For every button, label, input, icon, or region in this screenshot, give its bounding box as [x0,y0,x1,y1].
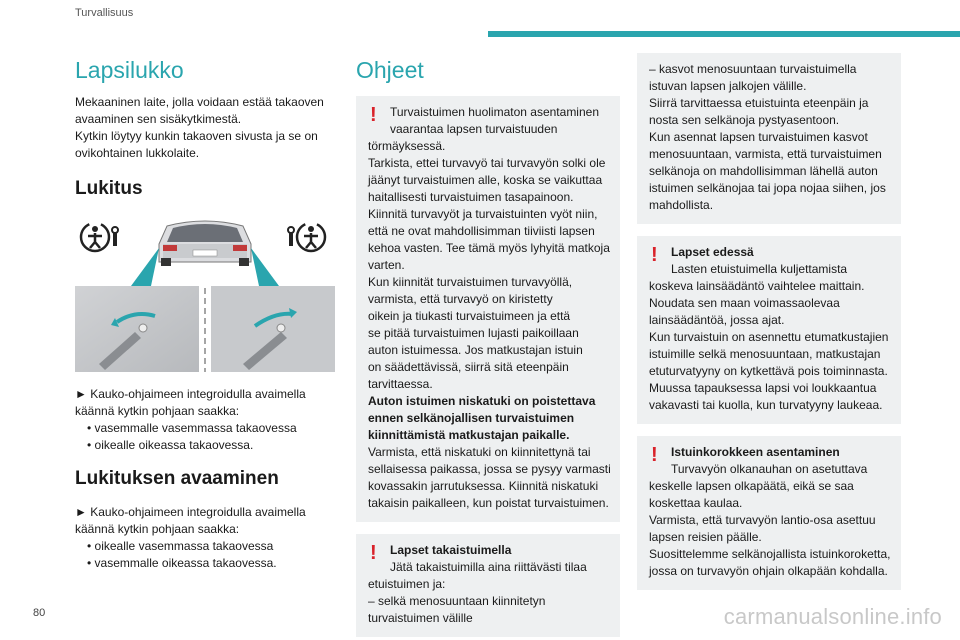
box-line: istuvan lapsen jalkojen välille. [649,79,807,93]
warning-icon: ! [651,244,658,266]
header-section-title: Turvallisuus [75,7,134,19]
warning-line: että ne ovat mahdollisimman tiiviisti lapsen [368,224,595,238]
warning-line: Varmista, että turvavyön lantio-osa asettuu [649,513,876,527]
intro-line: ovikohtainen lukkolaite. [75,146,200,160]
warning-box-installation [356,96,620,522]
warning-icon: ! [370,542,377,564]
warning-line: kovassakin jarrutuksessa. Kiinnitä niskatuki [368,479,599,493]
instruction-line: ► Kauko-ohjaimeen integroidulla avaimella [75,387,306,401]
warning-line: Jätä takaistuimilla aina riittävästi tilaa [390,560,587,574]
warning-line: sellaisessa paikassa, jossa se pysyy varmasti [368,462,611,476]
intro-text [75,94,335,162]
child-lock-illustration [75,214,335,374]
warning-line: istuimille selkä menosuuntaan, matkustajan [649,347,881,361]
intro-line: Mekaaninen laite, jolla voidaan estää takaoven [75,95,324,109]
list-item: • oikealle oikeassa takaovessa. [87,438,254,452]
warning-line: Turvaistuimen huolimaton asentaminen [390,105,599,119]
warning-line: vakavasti tai kuolla, kun turvatyyny laukeaa. [649,398,883,412]
page-title: Lapsilukko [75,57,184,83]
warning-line: jossa on turvavyön ohjain olkapään kohdalla. [649,564,888,578]
box-line: mahdollista. [649,198,714,212]
warning-line: Kiinnitä turvavyöt ja turvaistuinten vyöt niin, [368,207,598,221]
warning-line: etuistuimen ja: [368,577,446,591]
box-line: Kun asennat lapsen turvaistuimen kasvot [649,130,868,144]
warning-icon: ! [651,444,658,466]
locking-heading: Lukitus [75,178,143,199]
warning-title: Istuinkorokkeen asentaminen [671,445,840,459]
box-line: menosuuntaan, varmista, että turvaistuimen [649,147,882,161]
warning-line: keskelle lapsen olkapäätä, eikä se saa [649,479,854,493]
warning-title: Lapset edessä [671,245,754,259]
continuation-box [637,53,901,224]
warning-line: haitallisesti turvaistuimen tasapainoon. [368,190,574,204]
warning-icon: ! [370,104,377,126]
warning-line: Kun turvaistuin on asennettu etumatkustajien [649,330,889,344]
right-door-closeup [211,286,335,372]
warning-line: lainsäädäntöä, jossa ajat. [649,313,785,327]
warning-line: varmista, että turvavyö on kiristetty [368,292,553,306]
warning-line: takaisin paikalleen, kun poistat turvaistuimen. [368,496,609,510]
warning-line: turvaistuimen välille [368,611,473,625]
warning-line: kehoa vasten. Tee tämä myös lyhyitä matkoja [368,241,610,255]
warning-line: tarvittaessa. [368,377,433,391]
section-title: Ohjeet [356,57,424,83]
car-rear-image [159,221,251,266]
warning-box-booster-seat [637,436,901,590]
warning-line: lapsen reisien päälle. [649,530,762,544]
unlocking-heading: Lukituksen avaaminen [75,468,279,489]
warning-line: Kun kiinnität turvaistuimen turvavyöllä, [368,275,573,289]
intro-line: Kytkin löytyy kunkin takaoven sivusta ja se on [75,129,318,143]
warning-line: Suosittelemme selkänojallista istuinkoroketta, [649,547,891,561]
left-pointer [131,248,159,286]
warning-line: Noudata sen maan voimassaolevaa [649,296,840,310]
warning-line: vaarantaa lapsen turvaistuuden [390,122,558,136]
warning-line: – selkä menosuuntaan kiinnitetyn [368,594,546,608]
warning-box-rear-seat [356,534,620,637]
box-line: nosta sen selkänoja pystyasentoon. [649,113,840,127]
warning-line: Turvavyön olkanauhan on asetuttava [671,462,868,476]
child-lock-right-icon [288,223,325,251]
warning-line: jäänyt turvaistuimen alle, koska se vaikuttaa [368,173,603,187]
header-accent-bar [488,31,960,37]
page-number: 80 [33,607,46,619]
warning-box-front-seat [637,236,901,424]
warning-line: on säädettävissä, siirrä sitä eteenpäin [368,360,569,374]
instruction-line: käännä kytkin pohjaan saakka: [75,522,240,536]
box-line: – kasvot menosuuntaan turvaistuimella [649,62,857,76]
warning-line: törmäyksessä. [368,139,446,153]
unlocking-instructions [75,504,335,572]
list-item: • vasemmalle oikeassa takaovessa. [87,556,277,570]
warning-line: oikein ja tiukasti turvaistuimeen ja että [368,309,571,323]
warning-title: Lapset takaistuimella [390,543,512,557]
car-and-door-diagram [75,214,335,374]
left-column [75,57,335,572]
box-line: istuimen selkänojaa tai jopa nojaa siihen, jos [649,181,886,195]
instruction-line: ► Kauko-ohjaimeen integroidulla avaimella [75,505,306,519]
right-pointer [251,248,279,286]
warning-line: varten. [368,258,405,272]
intro-line: avaaminen sen sisäkytkimestä. [75,112,242,126]
warning-bold-line: kiinnittämistä matkustajan paikalle. [368,428,570,442]
box-line: Siirrä tarvittaessa etuistuinta eteenpäin ja [649,96,869,110]
warning-bold-line: ennen selkänojallisen turvaistuimen [368,411,575,425]
warning-line: koskeva lainsäädäntö vaihtelee maittain. [649,279,865,293]
warning-line: se pitää turvaistuimen lujasti paikoillaan [368,326,579,340]
right-column [637,53,901,602]
watermark: carmanualsonline.info [723,604,942,629]
warning-line: auton istuimessa. Jos matkustajan istuin [368,343,583,357]
box-line: selkänoja on mahdollisimman lähellä auton [649,164,878,178]
warning-line: etuturvatyyny on kytkettävä pois toiminnasta. [649,364,888,378]
warning-line: Lasten etuistuimella kuljettamista [671,262,848,276]
warning-line: koskettaa kaulaa. [649,496,743,510]
warning-line: Tarkista, ettei turvavyö tai turvavyön solki ole [368,156,606,170]
instruction-line: käännä kytkin pohjaan saakka: [75,404,240,418]
warning-line: Muussa tapauksessa lapsi voi loukkaantua [649,381,877,395]
child-lock-left-icon [81,223,118,251]
middle-column [356,57,620,640]
left-door-closeup [75,286,199,372]
warning-line: Varmista, että niskatuki on kiinnitettynä tai [368,445,591,459]
locking-instructions [75,386,335,454]
list-item: • oikealle vasemmassa takaovessa [87,539,274,553]
warning-bold-line: Auton istuimen niskatuki on poistettava [368,394,596,408]
list-item: • vasemmalle vasemmassa takaovessa [87,421,297,435]
